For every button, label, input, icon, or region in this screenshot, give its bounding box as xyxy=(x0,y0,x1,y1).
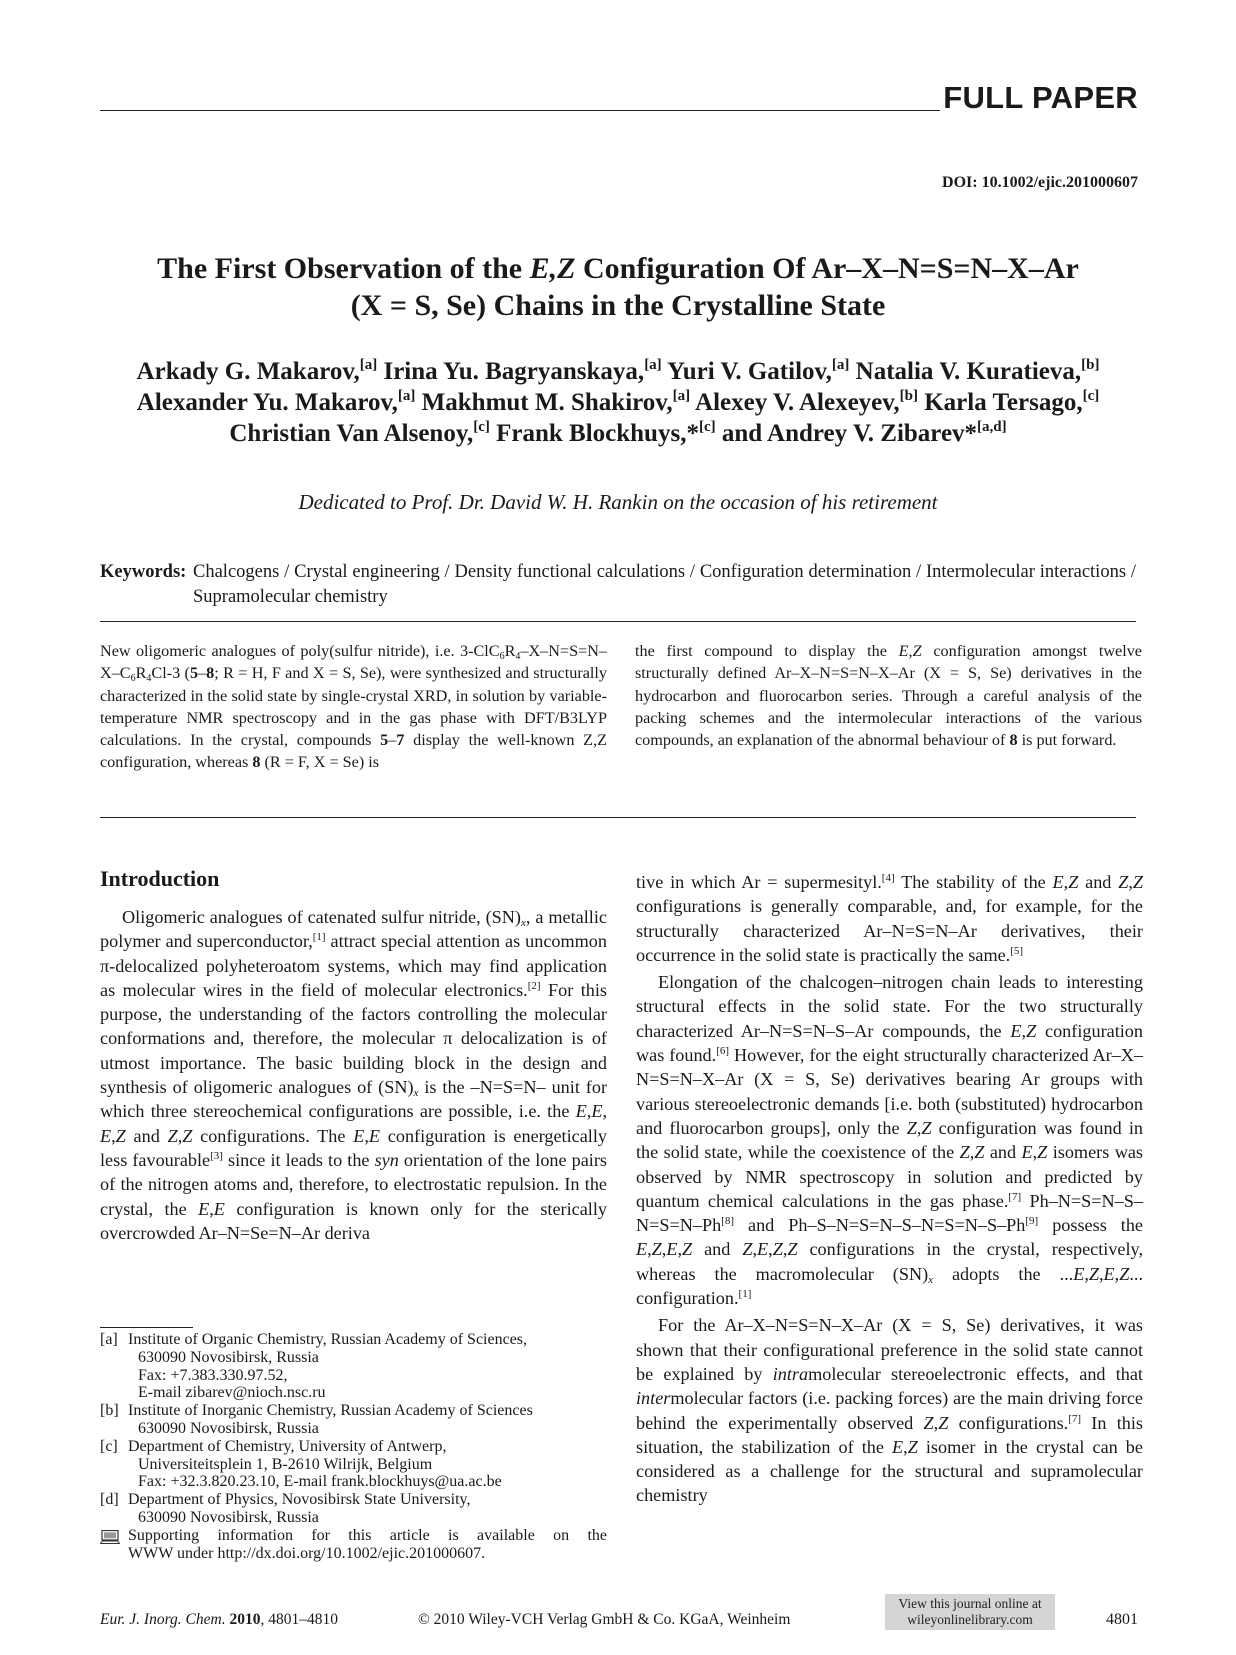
abstract-top-rule xyxy=(100,621,1136,622)
body-right-column xyxy=(636,870,1143,1508)
keywords-text: Chalcogens / Crystal engineering / Density functional calculations / Configuration determination / Intermolecular interactions / Supramolecular chemistry xyxy=(193,562,1136,607)
author-affiliation: [c] xyxy=(1082,388,1100,404)
title-line-1: The First Observation of the E,Z Configuration Of Ar–X–N=S=N–X–Ar xyxy=(157,252,1079,285)
page-number: 4801 xyxy=(1106,1611,1138,1628)
affiliation-d: [d] Department of Physics, Novosibirsk State University, 630090 Novosibirsk, Russia xyxy=(100,1491,471,1526)
author-affiliation: [c] xyxy=(698,419,716,435)
author: Yuri V. Gatilov, xyxy=(667,358,832,385)
copyright: © 2010 Wiley-VCH Verlag GmbH & Co. KGaA, Weinheim xyxy=(418,1611,791,1628)
affiliations xyxy=(100,1331,607,1562)
paragraph: Elongation of the chalcogen–nitrogen chain leads to interesting structural effects in the solid state. For the two structurally characterized Ar–N=S=N–S–Ar compounds, the E,Z configuration was found.[6] However, for the eight structurally characterized Ar–X–N=S=N–X–Ar (X = S, Se) derivatives bearing Ar groups with various stereoelectronic demands [i.e. both (substituted) hydrocarbon and fluorocarbon groups], only the Z,Z configuration was found in the solid state, while the coexistence of the Z,Z and E,Z isomers was observed by NMR spectroscopy in solution and predicted by quantum chemical calculations in the gas phase.[7] Ph–N=S=N–S–N=S=N–Ph[8] and Ph–S–N=S=N–S–N=S=N–S–Ph[9] possess the E,Z,E,Z and Z,E,Z,Z configurations in the crystal, respectively, whereas the macromolecular $(SN)_x$ adopts the ...E,Z,E,Z... configuration.[1] xyxy=(636,972,1144,1309)
article-title xyxy=(100,250,1136,324)
abstract-bottom-rule xyxy=(100,817,1136,818)
author: Natalia V. Kuratieva, xyxy=(855,358,1082,385)
journal-citation: Eur. J. Inorg. Chem. 2010, 4801–4810 xyxy=(100,1611,338,1628)
author: Christian Van Alsenoy, xyxy=(229,420,474,447)
author: and Andrey V. Zibarev* xyxy=(721,420,978,447)
supporting-information: Supporting information for this article is available on the WWW under http://dx.doi.org/10.1002/ejic.201000607. xyxy=(100,1527,607,1563)
paragraph: Oligomeric analogues of catenated sulfur nitride, $(SN)_x$, a metallic polymer and superconductor,[1] attract special attention as uncommon π-delocalized polyheteroatom systems, which may find application as molecular wires in the field of molecular electronics.[2] For this purpose, the understanding of the factors controlling the molecular conformations and, therefore, the molecular π delocalization is of utmost importance. The basic building block in the design and synthesis of oligomeric analogues of $(SN)_x$ is the –N=S=N– unit for which three stereochemical configurations are possible, i.e. the E,E, E,Z and Z,Z configurations. The E,E configuration is energetically less favourable[3] since it leads to the syn orientation of the lone pairs of the nitrogen atoms and, therefore, to electrostatic repulsion. In the crystal, the E,E configuration is known only for the sterically overcrowded Ar–N=Se=N–Ar deriva xyxy=(100,907,608,1243)
paragraph: For the Ar–X–N=S=N–X–Ar (X = S, Se) derivatives, it was shown that their configurational preference in the solid state cannot be explained by intramolecular stereoelectronic effects, and that intermolecular factors (i.e. packing forces) are the main driving force behind the experimentally observed Z,Z configurations.[7] In this situation, the stabilization of the E,Z isomer in the crystal can be considered as a challenge for the structural and supramolecular chemistry xyxy=(636,1315,1143,1506)
author-affiliation: [b] xyxy=(1081,357,1100,373)
email-link[interactable]: Fax: +32.3.820.23.10, E-mail frank.blockhuys@ua.ac.be xyxy=(138,1473,502,1491)
keywords xyxy=(100,560,1136,610)
dedication: Dedicated to Prof. Dr. David W. H. Rankin on the occasion of his retirement xyxy=(298,490,938,514)
footnote-rule xyxy=(100,1327,193,1328)
header-rule xyxy=(100,110,940,111)
affiliation-b: [b] Institute of Inorganic Chemistry, Russian Academy of Sciences 630090 Novosibirsk, Russia xyxy=(100,1402,533,1437)
author-affiliation: [a] xyxy=(672,388,691,404)
author-affiliation: [a] xyxy=(397,388,416,404)
author-affiliation: [b] xyxy=(899,388,918,404)
body-left-column xyxy=(100,905,607,1245)
author: Makhmut M. Shakirov, xyxy=(421,389,673,416)
email-link[interactable]: E-mail zibarev@nioch.nsc.ru xyxy=(138,1384,326,1402)
section-heading-introduction: Introduction xyxy=(100,866,220,891)
affiliation-c: [c] Department of Chemistry, University of Antwerp, Universiteitsplein 1, B-2610 Wilrijk, Belgium Fax: +32.3.820.23.10, E-mail frank.blockhuys@ua.ac.be xyxy=(100,1438,607,1491)
author-affiliation: [c] xyxy=(473,419,490,435)
author-affiliation: [a] xyxy=(831,357,850,373)
abstract-right-column: the first compound to display the E,Z configuration amongst twelve structurally defined Ar–X–N=S=N–X–Ar (X = S, Se) derivatives in the hydrocarbon and fluorocarbon series. Through a careful analysis of the packing schemes and the intermolecular interactions of the various compounds, an explanation of the abnormal behaviour of 8 is put forward. xyxy=(635,642,1142,750)
author: Alexander Yu. Makarov, xyxy=(136,389,398,416)
author-affiliation: [a,d] xyxy=(977,419,1007,435)
doi[interactable]: DOI: 10.1002/ejic.201000607 xyxy=(942,174,1138,191)
title-line-2: (X = S, Se) Chains in the Crystalline State xyxy=(350,289,886,322)
computer-icon xyxy=(100,1530,120,1544)
keywords-label: Keywords: xyxy=(100,562,187,582)
author-list xyxy=(100,356,1136,449)
abstract-left-column: New oligomeric analogues of poly(sulfur nitride), i.e. $3-ClC_6R_4-X-N=S=N-X-C_6R_4Cl-3$ (5–8; R = H, F and X = S, Se), were synthesized and structurally characterized in the solid state by single-crystal XRD, in solution by variable-temperature NMR spectroscopy and in the gas phase with DFT/B3LYP calculations. In the crystal, compounds 5–7 display the well-known Z,Z configuration, whereas 8 (R = F, X = Se) is xyxy=(100,642,607,772)
supporting-info-link[interactable]: WWW under http://dx.doi.org/10.1002/ejic.201000607. xyxy=(128,1544,486,1562)
journal-online-link[interactable]: View this journal online at wileyonlinelibrary.com xyxy=(885,1594,1055,1630)
author: Karla Tersago, xyxy=(924,389,1083,416)
author: Arkady G. Makarov, xyxy=(136,358,360,385)
author-affiliation: [a] xyxy=(359,357,378,373)
author-affiliation: [a] xyxy=(644,357,662,373)
author: Frank Blockhuys,* xyxy=(496,420,699,447)
author: Alexey V. Alexeyev, xyxy=(695,389,900,416)
section-tag: FULL PAPER xyxy=(943,80,1138,115)
affiliation-a: [a] Institute of Organic Chemistry, Russian Academy of Sciences, 630090 Novosibirsk, Russia Fax: +7.383.330.97.52, E-mail zibarev@nioch.nsc.ru xyxy=(100,1331,607,1402)
paragraph: tive in which Ar = supermesityl.[4] The stability of the E,Z and Z,Z configurations is generally comparable, and, for example, for the structurally characterized Ar–N=S=N–Ar derivatives, their occurrence in the solid state is practically the same.[5] xyxy=(636,872,1143,965)
author: Irina Yu. Bagryanskaya, xyxy=(383,358,645,385)
